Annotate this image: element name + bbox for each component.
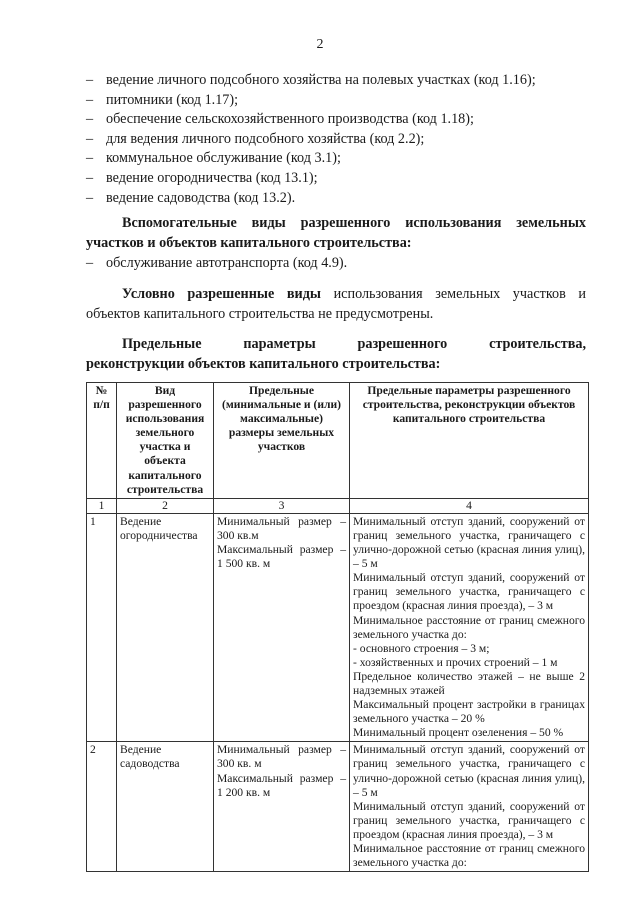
header-cell: Вид разрешенного использования земельного участка и объекта капитального строительства xyxy=(117,383,214,499)
list-item: – коммунальное обслуживание (код 3.1); xyxy=(86,149,586,169)
plot-size xyxy=(214,742,350,872)
list-item: – обеспечение сельскохозяйственного производства (код 1.18); xyxy=(86,110,586,130)
auxiliary-uses-heading: Вспомогательные виды разрешенного использования земельных участков и объектов капитального строительства: xyxy=(86,215,586,251)
column-number: 4 xyxy=(350,498,589,513)
header-cell: № п/п xyxy=(87,383,117,499)
construction-params xyxy=(350,513,589,742)
list-item: – ведение личного подсобного хозяйства на полевых участках (код 1.16); xyxy=(86,71,586,91)
max-size: Максимальный размер – 1 200 кв. м xyxy=(217,771,346,799)
list-item: – для ведения личного подсобного хозяйства (код 2.2); xyxy=(86,130,586,150)
table-header-row xyxy=(87,383,589,499)
header-cell: Предельные параметры разрешенного строительства, реконструкции объектов капитального строительства xyxy=(350,383,589,499)
list-item: – ведение садоводства (код 13.2). xyxy=(86,189,586,209)
use-type: Ведение огородничества xyxy=(117,513,214,742)
param-line: Предельное количество этажей – не выше 2 надземных этажей xyxy=(353,669,585,697)
list-item: – питомники (код 1.17); xyxy=(86,91,586,111)
limits-heading-line-2: реконструкции объектов капитального строительства: xyxy=(86,356,441,372)
limits-table xyxy=(86,382,589,872)
param-line: Минимальный процент озеленения – 50 % xyxy=(353,726,564,740)
table-row xyxy=(87,742,589,872)
min-size: Минимальный размер – 300 кв.м xyxy=(217,514,346,542)
plot-size xyxy=(214,513,350,742)
param-line: Минимальное расстояние от границ смежного земельного участка до: xyxy=(353,842,585,870)
param-line: - основного строения – 3 м; xyxy=(353,641,490,655)
row-number: 2 xyxy=(87,742,117,872)
param-line: Минимальный отступ зданий, сооружений от границ земельного участка, граничащего с проездом (красная линия проезда), – 3 м xyxy=(353,571,585,613)
conditional-uses-paragraph: Условно разрешенные виды использования земельных участков и объектов капитального строительства не предусмотрены. xyxy=(86,286,586,322)
limits-heading: Предельные параметры разрешенного строительства, xyxy=(122,336,586,352)
list-item: – обслуживание автотранспорта (код 4.9). xyxy=(86,254,586,274)
page-number: 2 xyxy=(316,37,324,52)
construction-params xyxy=(350,742,589,872)
param-line: Минимальный отступ зданий, сооружений от границ земельного участка, граничащего с улично-дорожной сетью (красная линия улиц), – 5 м xyxy=(353,514,585,571)
main-uses-list xyxy=(86,71,586,208)
use-type: Ведение садоводства xyxy=(117,742,214,872)
column-number-row xyxy=(87,498,589,513)
table-row xyxy=(87,513,589,742)
param-line: Минимальный отступ зданий, сооружений от границ земельного участка, граничащего с проездом (красная линия проезда), – 3 м xyxy=(353,799,585,841)
column-number: 2 xyxy=(117,498,214,513)
row-number: 1 xyxy=(87,513,117,742)
auxiliary-uses-list xyxy=(86,254,586,274)
min-size: Минимальный размер – 300 кв. м xyxy=(217,743,346,771)
column-number: 1 xyxy=(87,498,117,513)
param-line: Максимальный процент застройки в границах земельного участка – 20 % xyxy=(353,698,585,726)
param-line: Минимальный отступ зданий, сооружений от границ земельного участка, граничащего с улично-дорожной сетью (красная линия улиц), – 5 м xyxy=(353,743,585,799)
param-line: - хозяйственных и прочих строений – 1 м xyxy=(353,655,558,669)
max-size: Максимальный размер – 1 500 кв. м xyxy=(217,543,346,571)
list-item: – ведение огородничества (код 13.1); xyxy=(86,169,586,189)
column-number: 3 xyxy=(214,498,350,513)
param-line: Минимальное расстояние от границ смежного земельного участка до: xyxy=(353,613,585,641)
header-cell: Предельные (минимальные и (или) максимальные) размеры земельных участков xyxy=(214,383,350,499)
